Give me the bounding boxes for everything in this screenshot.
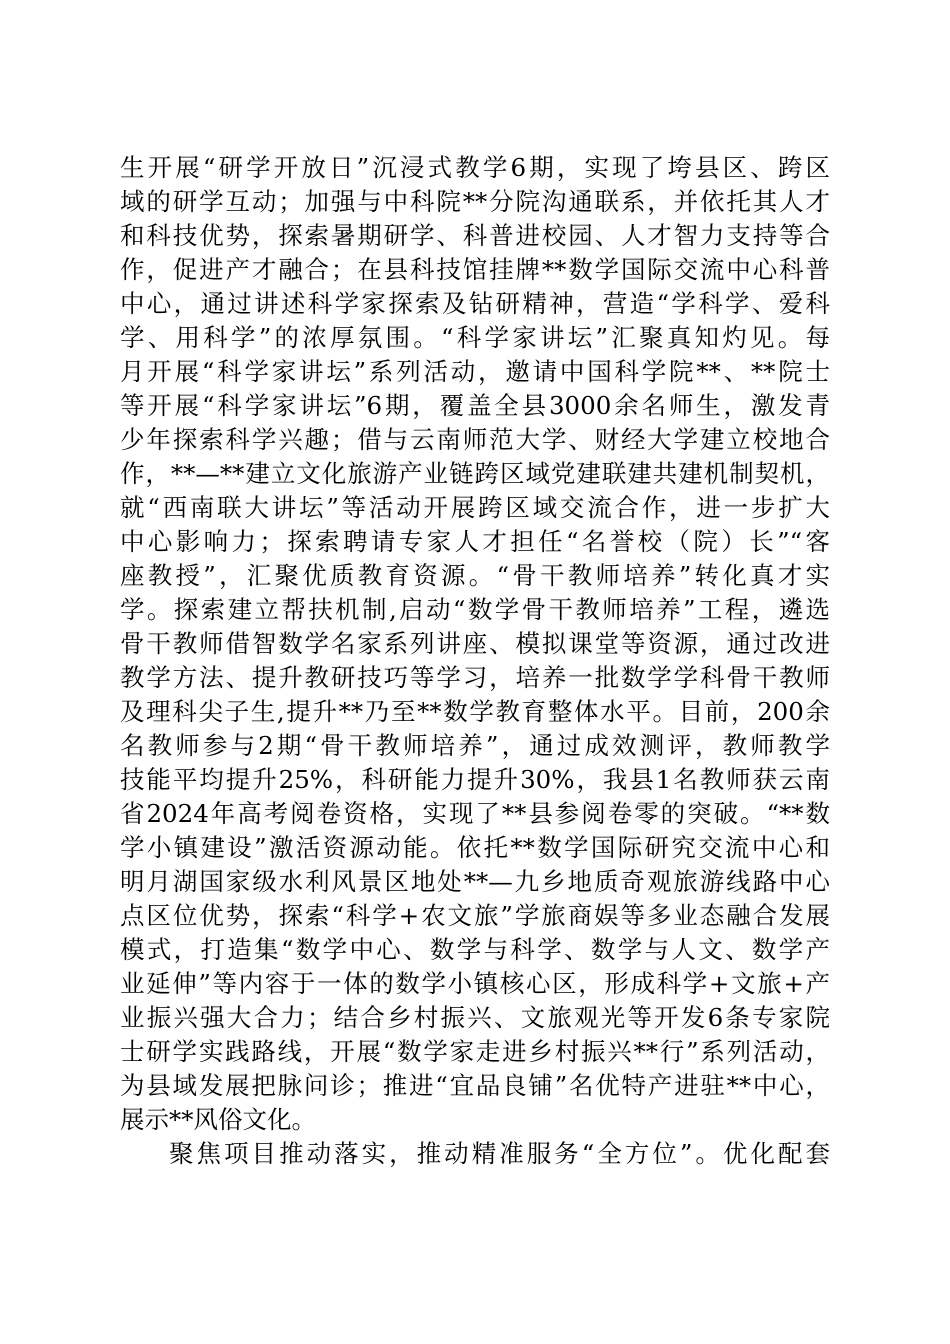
text-line: 模式，打造集“数学中心、数学与科学、数学与人文、数学产	[120, 935, 830, 964]
text-line: 学小镇建设”激活资源动能。依托**数学国际研究交流中心和	[120, 833, 830, 862]
text-line: 为县域发展把脉问诊；推进“宜品良铺”名优特产进驻**中心，	[120, 1071, 830, 1100]
text-line: 业延伸”等内容于一体的数学小镇核心区，形成科学+文旅+产	[120, 969, 830, 998]
text-line: 月开展“科学家讲坛”系列活动，邀请中国科学院**、**院士	[120, 357, 830, 386]
text-line: 中心影响力；探索聘请专家人才担任“名誉校（院）长”“客	[120, 527, 830, 556]
text-line: 技能平均提升25%，科研能力提升30%，我县1名教师获云南	[120, 765, 830, 794]
paragraph	[120, 151, 830, 1137]
body-text	[120, 151, 830, 1171]
text-line: 座教授”，汇聚优质教育资源。“骨干教师培养”转化真才实	[120, 561, 830, 590]
text-line: 学、用科学”的浓厚氛围。“科学家讲坛”汇聚真知灼见。每	[120, 323, 830, 352]
text-line: 教学方法、提升教研技巧等学习，培养一批数学学科骨干教师	[120, 663, 830, 692]
text-line: 及理科尖子生,提升**乃至**数学教育整体水平。目前，200余	[120, 697, 830, 726]
text-line: 聚焦项目推动落实，推动精准服务“全方位”。优化配套	[169, 1139, 830, 1168]
text-line: 学。探索建立帮扶机制,启动“数学骨干教师培养”工程，遴选	[120, 595, 830, 624]
text-line: 域的研学互动；加强与中科院**分院沟通联系，并依托其人才	[120, 187, 830, 216]
text-line: 省2024年高考阅卷资格，实现了**县参阅卷零的突破。“**数	[120, 799, 830, 828]
text-line: 业振兴强大合力；结合乡村振兴、文旅观光等开发6条专家院	[120, 1003, 830, 1032]
text-line: 和科技优势，探索暑期研学、科普进校园、人才智力支持等合	[120, 221, 830, 250]
text-line: 点区位优势，探索“科学+农文旅”学旅商娱等多业态融合发展	[120, 901, 830, 930]
text-line: 等开展“科学家讲坛”6期，覆盖全县3000余名师生，激发青	[120, 391, 830, 420]
text-line: 明月湖国家级水利风景区地处**—九乡地质奇观旅游线路中心	[120, 867, 830, 896]
text-line: 展示**风俗文化。	[120, 1105, 316, 1134]
text-line: 骨干教师借智数学名家系列讲座、模拟课堂等资源，通过改进	[120, 629, 830, 658]
text-line: 名教师参与2期“骨干教师培养”，通过成效测评，教师教学	[120, 731, 830, 760]
text-line: 就“西南联大讲坛”等活动开展跨区域交流合作，进一步扩大	[120, 493, 830, 522]
text-line: 作，促进产才融合；在县科技馆挂牌**数学国际交流中心科普	[120, 255, 830, 284]
text-line: 作，**—**建立文化旅游产业链跨区域党建联建共建机制契机，	[120, 459, 830, 488]
text-line: 中心，通过讲述科学家探索及钻研精神，营造“学科学、爱科	[120, 289, 830, 318]
text-line: 生开展“研学开放日”沉浸式教学6期，实现了垮县区、跨区	[120, 153, 830, 182]
text-line: 士研学实践路线，开展“数学家走进乡村振兴**行”系列活动，	[120, 1037, 830, 1066]
text-line: 少年探索科学兴趣；借与云南师范大学、财经大学建立校地合	[120, 425, 830, 454]
paragraph	[120, 1137, 830, 1171]
